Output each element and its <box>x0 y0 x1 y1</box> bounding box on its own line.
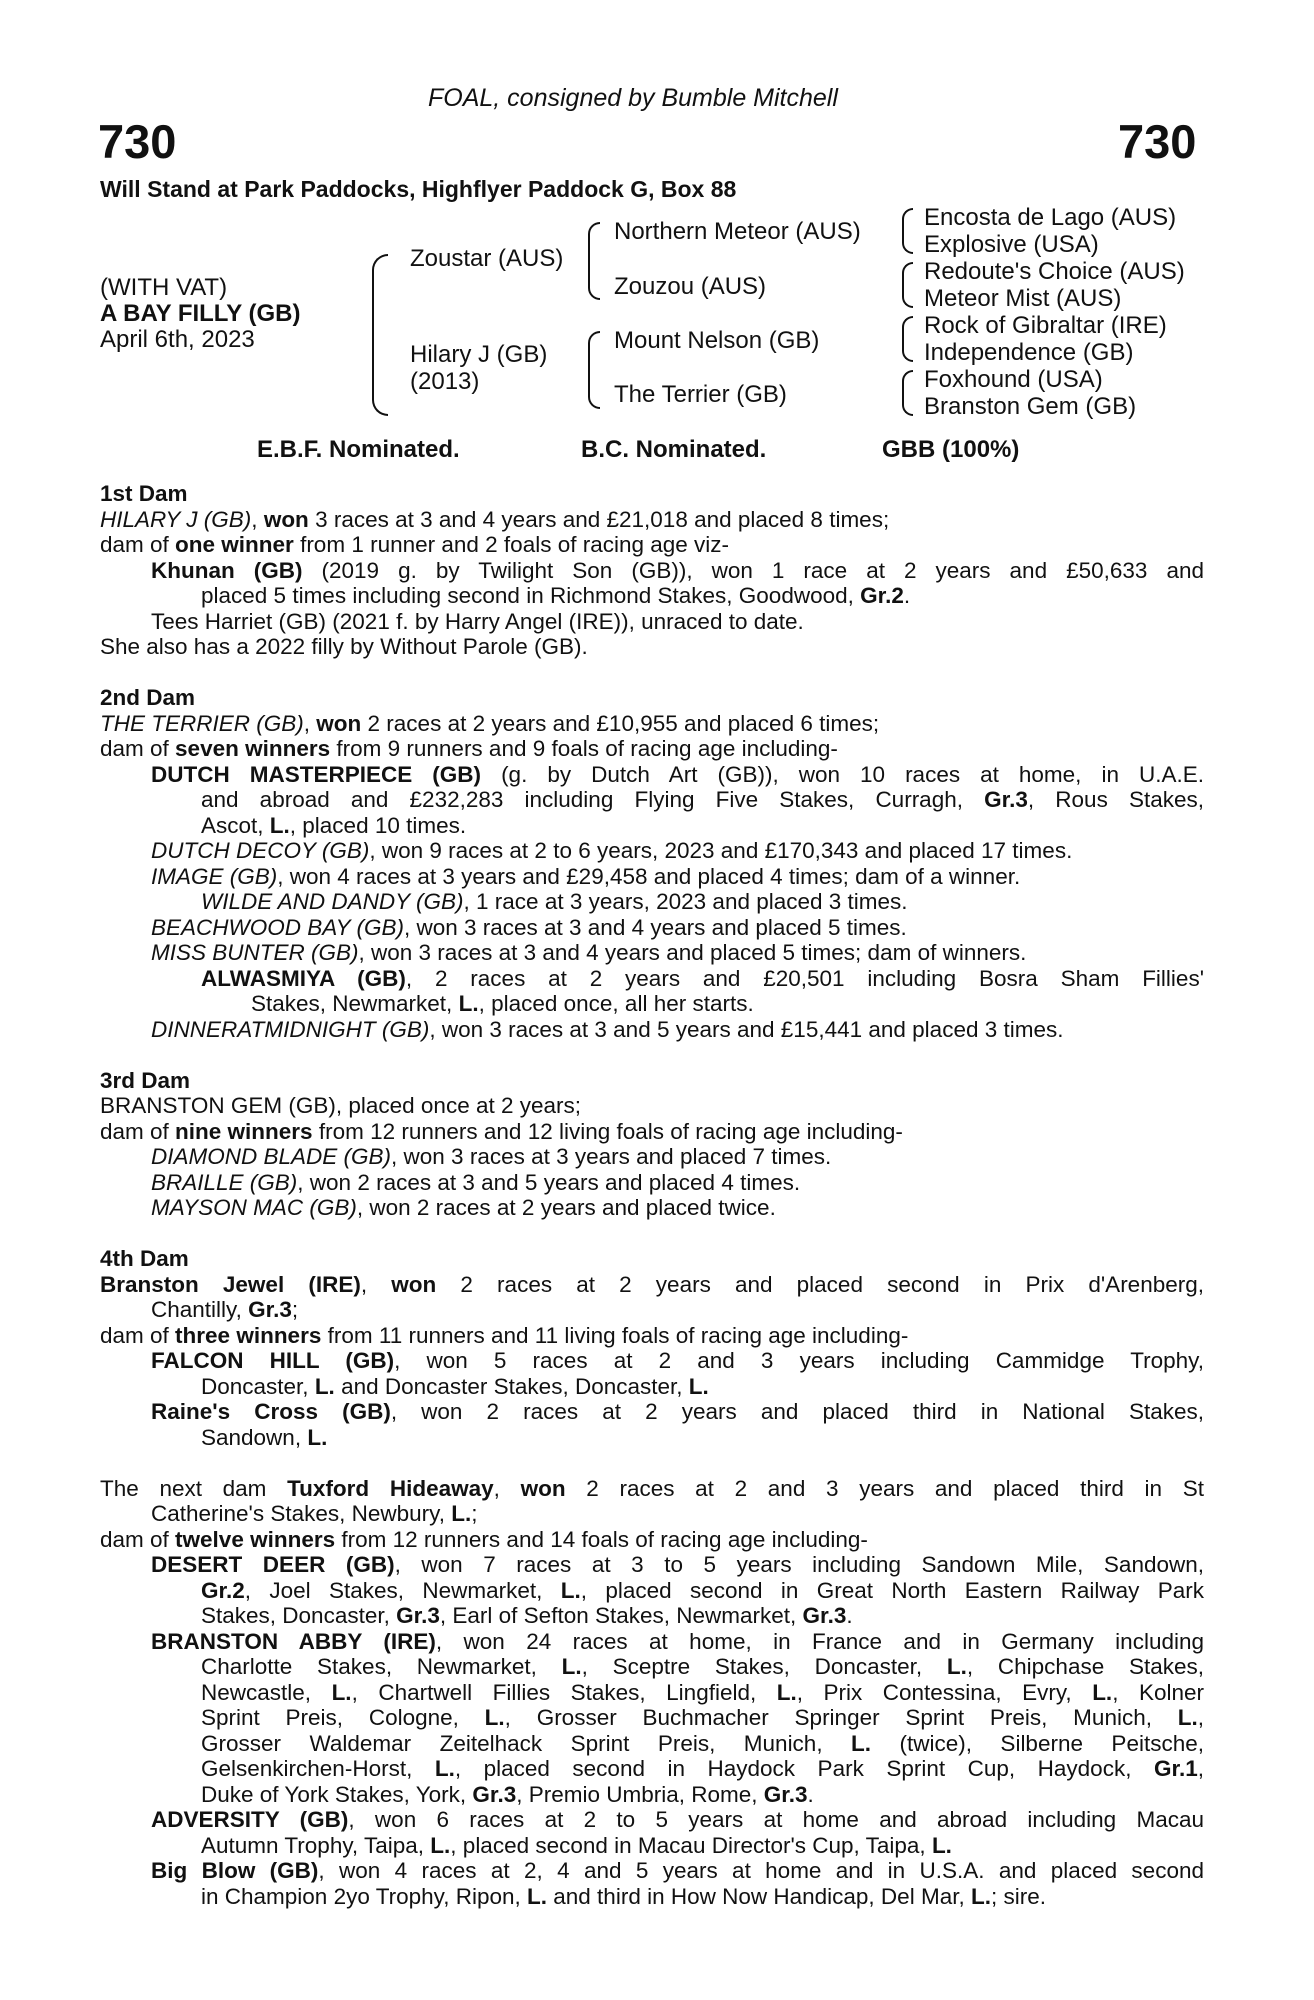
bold-text: Branston Jewel (IRE) <box>100 1271 361 1297</box>
bold-text: Gr.3 <box>984 787 1028 812</box>
text-run: , placed second in Macau Director's Cup, Taipa, <box>450 1832 932 1858</box>
text-run: , won 2 races at 3 and 5 years and placed 4 times. <box>297 1169 801 1195</box>
italic-horse-name: HILARY J (GB) <box>100 506 252 532</box>
italic-horse-name: THE TERRIER (GB) <box>100 710 304 736</box>
bold-text: three winners <box>175 1322 322 1348</box>
text-run: . <box>903 583 911 608</box>
bold-text: L. <box>307 1424 328 1450</box>
bold-text: Gr.2 <box>860 583 904 608</box>
catalogue-line <box>100 1654 1204 1680</box>
catalogue-line <box>100 1603 1204 1629</box>
bold-text: FALCON HILL (GB) <box>151 1348 395 1373</box>
foaling-date: April 6th, 2023 <box>100 326 255 353</box>
gen4-5: Rock of Gibraltar (IRE) <box>924 312 1167 339</box>
text-run: , won 24 races at home, in France and in Germany including <box>435 1628 1204 1654</box>
bold-text: L. <box>776 1679 797 1705</box>
dam-heading: 1st Dam <box>100 481 188 506</box>
catalogue-line <box>100 609 1204 635</box>
text-run: , 1 race at 3 years, 2023 and placed 3 times. <box>463 889 908 914</box>
catalogue-line <box>100 1119 1204 1145</box>
text-run: , won 4 races at 3 years and £29,458 and placed 4 times; dam of a winner. <box>277 863 1021 889</box>
text-run: Ascot, <box>201 812 270 838</box>
bold-text: Gr.3 <box>396 1603 440 1628</box>
gen4-3: Redoute's Choice (AUS) <box>924 258 1185 285</box>
text-run: BRANSTON GEM (GB), placed once at 2 years; <box>100 1093 582 1118</box>
catalogue-line <box>100 532 1204 558</box>
stand-location: Will Stand at Park Paddocks, Highflyer Paddock G, Box 88 <box>100 176 737 202</box>
text-run: , Premio Umbria, Rome, <box>516 1781 764 1807</box>
text-run: placed 5 times including second in Richmond Stakes, Goodwood, <box>201 583 861 608</box>
catalogue-line <box>100 864 1204 890</box>
bold-text: L. <box>434 1756 455 1781</box>
text-run: ; <box>471 1501 478 1526</box>
text-run: 2 races at 2 years and £10,955 and placed 6 times; <box>361 710 880 736</box>
text-run: , won 2 races at 2 years and placed third in National Stakes, <box>390 1399 1204 1424</box>
text-run: and Doncaster Stakes, Doncaster, <box>334 1373 689 1399</box>
catalogue-line <box>100 1425 1204 1451</box>
text-run: , <box>493 1475 521 1501</box>
text-run: , won 6 races at 2 to 5 years at home and abroad including Macau <box>348 1807 1204 1832</box>
paragraph-gap <box>100 660 1204 686</box>
text-run: , <box>360 1271 392 1297</box>
pedigree-brace-g4-4 <box>902 370 913 416</box>
bold-text: L. <box>1092 1679 1113 1705</box>
text-run: , won 4 races at 2, 4 and 5 years at home and in U.S.A. and placed second <box>318 1858 1204 1883</box>
text-run: , Earl of Sefton Stakes, Newmarket, <box>439 1603 803 1628</box>
catalogue-line <box>100 1093 1204 1119</box>
bold-text: DESERT DEER (GB) <box>151 1552 395 1577</box>
bold-text: Gr.3 <box>248 1297 292 1322</box>
bold-text: Tuxford Hideaway <box>287 1475 494 1501</box>
italic-horse-name: IMAGE (GB) <box>151 863 278 889</box>
catalogue-line <box>100 838 1204 864</box>
text-run: (2019 g. by Twilight Son (GB)), won 1 race at 2 years and £50,633 and <box>302 557 1204 583</box>
catalogue-line <box>100 1858 1204 1884</box>
pedigree-brace-dam <box>588 331 600 409</box>
bold-text: Gr.1 <box>1153 1756 1198 1781</box>
bold-text: L. <box>331 1679 352 1705</box>
catalogue-line <box>100 787 1204 813</box>
text-run: Stakes, Doncaster, <box>201 1603 397 1628</box>
bold-text: Gr.3 <box>472 1781 517 1807</box>
text-run: Autumn Trophy, Taipa, <box>201 1832 431 1858</box>
bold-text: L. <box>451 1501 472 1526</box>
paragraph-gap <box>100 1042 1204 1068</box>
bold-text: L. <box>970 1883 991 1909</box>
bold-text: L. <box>458 991 479 1016</box>
bold-text: Khunan (GB) <box>151 557 303 583</box>
italic-horse-name: WILDE AND DANDY (GB) <box>201 889 464 914</box>
text-run: 2 races at 2 years and placed second in Prix d'Arenberg, <box>436 1271 1204 1297</box>
text-run: dam of <box>100 1118 176 1144</box>
dam-heading: 3rd Dam <box>100 1067 191 1093</box>
catalogue-line <box>100 1017 1204 1043</box>
text-run: ; <box>291 1297 299 1322</box>
italic-horse-name: BRAILLE (GB) <box>151 1169 298 1195</box>
text-run: , Joel Stakes, Newmarket, <box>244 1577 561 1603</box>
catalogue-line <box>100 1705 1204 1731</box>
text-run: from 9 runners and 9 foals of racing age including- <box>330 736 838 761</box>
text-run: , placed second in Haydock Park Sprint Cup, Haydock, <box>454 1756 1154 1781</box>
paragraph-gap <box>100 1450 1204 1476</box>
text-run: from 12 runners and 14 foals of racing age including- <box>335 1526 868 1552</box>
text-run: Tees Harriet (GB) (2021 f. by Harry Angel (IRE)), unraced to date. <box>151 608 804 634</box>
text-run: , won 2 races at 2 years and placed twice. <box>356 1195 776 1220</box>
sire-name: Zoustar (AUS) <box>410 245 564 272</box>
catalogue-line <box>100 1195 1204 1221</box>
text-run: 2 races at 2 and 3 years and placed third in St <box>565 1475 1204 1501</box>
catalogue-line <box>100 1731 1204 1757</box>
text-run: , <box>1197 1705 1204 1730</box>
bold-text: won <box>263 506 309 532</box>
catalogue-line <box>100 558 1204 584</box>
catalogue-line <box>100 889 1204 915</box>
catalogue-line <box>100 1782 1204 1808</box>
catalogue-line <box>100 1348 1204 1374</box>
text-run: in Champion 2yo Trophy, Ripon, <box>201 1883 528 1909</box>
catalogue-line <box>100 1833 1204 1859</box>
catalogue-line <box>100 1680 1204 1706</box>
bold-text: DUTCH MASTERPIECE (GB) <box>151 761 482 787</box>
text-run: Grosser Waldemar Zeitelhack Sprint Preis, Munich, <box>201 1730 852 1756</box>
bold-text: won <box>316 710 362 736</box>
gen3-3: Mount Nelson (GB) <box>614 327 820 354</box>
catalogue-line <box>100 762 1204 788</box>
consignment-line: FOAL, consigned by Bumble Mitchell <box>428 84 838 112</box>
catalogue-line <box>100 1399 1204 1425</box>
italic-horse-name: MAYSON MAC (GB) <box>151 1195 357 1220</box>
text-run: (g. by Dutch Art (GB)), won 10 races at home, in U.A.E. <box>481 761 1204 787</box>
gen3-2: Zouzou (AUS) <box>614 273 767 300</box>
text-run: , Sceptre Stakes, Doncaster, <box>581 1654 947 1679</box>
text-run: , Grosser Buchmacher Springer Sprint Preis, Munich, <box>504 1705 1178 1730</box>
lot-number-right: 730 <box>1118 115 1197 168</box>
text-run: . <box>807 1781 814 1807</box>
catalogue-line <box>100 634 1204 660</box>
gen4-7: Foxhound (USA) <box>924 366 1103 393</box>
paragraph-gap <box>100 1221 1204 1247</box>
dam-year: (2013) <box>410 368 480 395</box>
bold-text: won <box>520 1475 566 1501</box>
catalogue-line <box>100 1374 1204 1400</box>
catalogue-line <box>100 1297 1204 1323</box>
catalogue-line <box>100 1552 1204 1578</box>
gen4-1: Encosta de Lago (AUS) <box>924 204 1177 231</box>
catalogue-line <box>100 736 1204 762</box>
catalogue-line <box>100 1272 1204 1298</box>
text-run: Chantilly, <box>151 1297 249 1322</box>
text-run: Catherine's Stakes, Newbury, <box>151 1501 452 1526</box>
dam-name: Hilary J (GB) <box>410 341 548 368</box>
italic-horse-name: DUTCH DECOY (GB) <box>151 838 370 863</box>
text-run: and abroad and £232,283 including Flying Five Stakes, Curragh, <box>201 787 985 812</box>
catalogue-line <box>100 1144 1204 1170</box>
vat-note: (WITH VAT) <box>100 274 228 301</box>
catalogue-line <box>100 915 1204 941</box>
bc-nomination: B.C. Nominated. <box>581 436 767 463</box>
bold-text: L. <box>931 1832 952 1858</box>
bold-text: L. <box>560 1577 581 1603</box>
pedigree-brace-main <box>372 254 388 416</box>
text-run: 3 races at 3 and 4 years and £21,018 and placed 8 times; <box>308 506 890 532</box>
catalogue-line <box>100 1527 1204 1553</box>
bold-text: seven winners <box>175 736 331 761</box>
text-run: dam of <box>100 736 176 761</box>
text-run: dam of <box>100 1322 176 1348</box>
italic-horse-name: MISS BUNTER (GB) <box>151 940 359 965</box>
bold-text: L. <box>269 812 290 838</box>
bold-text: Big Blow (GB) <box>151 1858 319 1883</box>
ebf-nomination: E.B.F. Nominated. <box>257 436 460 463</box>
lot-name: A BAY FILLY (GB) <box>100 300 301 327</box>
dam-heading: 2nd Dam <box>100 685 196 710</box>
text-run: (twice), Silberne Peitsche, <box>871 1730 1204 1756</box>
bold-text: Gr.2 <box>201 1577 245 1603</box>
dam-heading: 4th Dam <box>100 1246 189 1271</box>
catalogue-line <box>100 813 1204 839</box>
gbb-status: GBB (100%) <box>882 436 1020 463</box>
gen4-2: Explosive (USA) <box>924 231 1099 258</box>
pedigree-brace-sire <box>588 222 600 300</box>
text-run: from 12 runners and 12 living foals of racing age including- <box>312 1118 903 1144</box>
catalogue-line <box>100 1756 1204 1782</box>
pedigree-brace-g4-3 <box>902 316 913 362</box>
bold-text: L. <box>688 1373 709 1399</box>
text-run: She also has a 2022 filly by Without Parole (GB). <box>100 634 588 659</box>
catalogue-line <box>100 1578 1204 1604</box>
italic-horse-name: BEACHWOOD BAY (GB) <box>151 914 404 940</box>
text-run: Newcastle, <box>201 1679 332 1705</box>
text-run: from 1 runner and 2 foals of racing age viz- <box>293 532 730 557</box>
bold-text: won <box>391 1271 437 1297</box>
text-run: , <box>1197 1756 1205 1781</box>
bold-text: one winner <box>175 532 294 557</box>
lot-number-left: 730 <box>98 115 177 168</box>
text-run: Stakes, Newmarket, <box>251 991 459 1016</box>
text-run: , <box>251 506 264 532</box>
bold-text: Gr.3 <box>763 1781 808 1807</box>
catalogue-line <box>100 991 1204 1017</box>
text-run: . <box>846 1603 853 1628</box>
text-run: , <box>303 710 317 736</box>
text-run: , Chartwell Fillies Stakes, Lingfield, <box>351 1679 777 1705</box>
text-run: , Chipchase Stakes, <box>966 1654 1204 1679</box>
bold-text: L. <box>561 1654 582 1679</box>
bold-text: nine winners <box>175 1118 313 1144</box>
text-run: , placed 10 times. <box>289 812 467 838</box>
text-run: Duke of York Stakes, York, <box>201 1781 473 1807</box>
text-run: , Kolner <box>1112 1679 1204 1705</box>
text-run: dam of <box>100 532 176 557</box>
text-run: , Prix Contessina, Evry, <box>796 1679 1093 1705</box>
text-run: , placed second in Great North Eastern Railway Park <box>580 1577 1204 1603</box>
bold-text: L. <box>946 1654 967 1679</box>
bold-text: Gr.3 <box>802 1603 847 1628</box>
gen3-1: Northern Meteor (AUS) <box>614 218 861 245</box>
bold-text: L. <box>314 1373 335 1399</box>
catalogue-line <box>100 966 1204 992</box>
text-run: and third in How Now Handicap, Del Mar, <box>547 1883 971 1909</box>
catalogue-line <box>100 711 1204 737</box>
catalogue-line <box>100 1807 1204 1833</box>
text-run: , placed once, all her starts. <box>478 991 754 1016</box>
catalogue-line <box>100 1629 1204 1655</box>
bold-text: L. <box>851 1730 872 1756</box>
text-run: Gelsenkirchen-Horst, <box>201 1756 435 1781</box>
gen4-4: Meteor Mist (AUS) <box>924 285 1122 312</box>
text-run: , won 9 races at 2 to 6 years, 2023 and £170,343 and placed 17 times. <box>369 838 1073 863</box>
text-run: , won 7 races at 3 to 5 years including Sandown Mile, Sandown, <box>394 1552 1204 1577</box>
italic-horse-name: DINNERATMIDNIGHT (GB) <box>151 1016 430 1042</box>
bold-text: L. <box>484 1705 505 1730</box>
italic-horse-name: DIAMOND BLADE (GB) <box>151 1144 392 1169</box>
text-run: , won 3 races at 3 years and placed 7 times. <box>391 1144 832 1169</box>
catalogue-line <box>100 940 1204 966</box>
text-run: , won 3 races at 3 and 5 years and £15,441 and placed 3 times. <box>429 1016 1064 1042</box>
text-run: , 2 races at 2 years and £20,501 including Bosra Sham Fillies' <box>405 965 1204 991</box>
bold-text: L. <box>430 1832 451 1858</box>
catalogue-body <box>100 481 1204 1909</box>
text-run: ; sire. <box>990 1883 1046 1909</box>
bold-text: ADVERSITY (GB) <box>151 1807 349 1832</box>
bold-text: BRANSTON ABBY (IRE) <box>151 1628 436 1654</box>
text-run: dam of <box>100 1526 176 1552</box>
text-run: , won 5 races at 2 and 3 years including Cammidge Trophy, <box>394 1348 1204 1373</box>
catalogue-line <box>100 1170 1204 1196</box>
pedigree-brace-g4-1 <box>902 208 913 254</box>
catalogue-line <box>100 1501 1204 1527</box>
bold-text: ALWASMIYA (GB) <box>201 965 406 991</box>
text-run: Charlotte Stakes, Newmarket, <box>201 1654 562 1679</box>
text-run: , Rous Stakes, <box>1027 787 1204 812</box>
catalogue-line <box>100 1476 1204 1502</box>
text-run: Sandown, <box>201 1424 308 1450</box>
text-run: Sprint Preis, Cologne, <box>201 1705 485 1730</box>
gen4-6: Independence (GB) <box>924 339 1134 366</box>
text-run: from 11 runners and 11 living foals of racing age including- <box>321 1322 909 1348</box>
catalogue-line <box>100 1323 1204 1349</box>
pedigree-brace-g4-2 <box>902 262 913 308</box>
text-run: Doncaster, <box>201 1373 315 1399</box>
gen3-4: The Terrier (GB) <box>614 381 787 408</box>
catalogue-line <box>100 1884 1204 1910</box>
text-run: The next dam <box>100 1475 288 1501</box>
catalogue-line <box>100 507 1204 533</box>
text-run: , won 3 races at 3 and 4 years and placed 5 times. <box>403 914 907 940</box>
catalogue-line <box>100 583 1204 609</box>
bold-text: twelve winners <box>175 1526 336 1552</box>
gen4-8: Branston Gem (GB) <box>924 393 1137 420</box>
bold-text: Raine's Cross (GB) <box>151 1399 391 1424</box>
bold-text: L. <box>1177 1705 1198 1730</box>
bold-text: L. <box>527 1883 548 1909</box>
text-run: , won 3 races at 3 and 4 years and placed 5 times; dam of winners. <box>358 940 1027 965</box>
